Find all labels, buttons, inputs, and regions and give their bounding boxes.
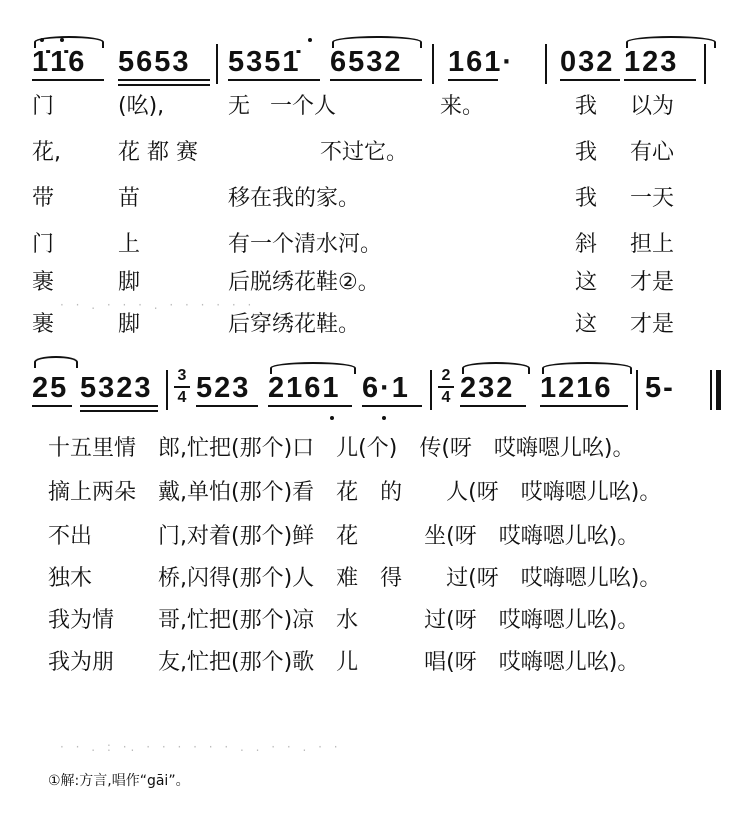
beam-underline (228, 79, 320, 81)
slur-mark (34, 36, 104, 48)
lyric-verse-6-line-2: 我为朋 友,忙把(那个)歌 儿 唱(呀 哎嗨嗯儿吆)。 (48, 650, 640, 675)
lyric-verse-4-line-2: 独木 桥,闪得(那个)人 难 得 过(呀 哎嗨嗯儿吆)。 (48, 566, 662, 591)
beam-underline (362, 405, 422, 407)
note-group: 523 (196, 372, 251, 404)
slur-mark (542, 362, 632, 374)
octave-dot (308, 38, 312, 42)
note-group: 1216 (540, 372, 613, 404)
note-group: 232 (460, 372, 515, 404)
barline (430, 370, 432, 410)
beam-underline (624, 79, 696, 81)
note-group: 5351̇ (228, 46, 301, 78)
barline (545, 44, 547, 84)
beam-underline (448, 79, 498, 81)
low-octave-dot (330, 416, 334, 420)
slur-mark (270, 362, 356, 374)
note-group: 123 (624, 46, 679, 78)
note-group: 1̇1̇6 (32, 46, 87, 78)
scan-noise: · · . · · · . · · · · · · (60, 298, 256, 312)
time-signature-2-4: 2 4 (436, 366, 456, 408)
final-barline-thick (716, 370, 721, 410)
final-barline (710, 370, 712, 410)
barline (636, 370, 638, 410)
note-group: 032 (560, 46, 615, 78)
beam-underline (460, 405, 526, 407)
note-group: 5323 (80, 372, 153, 404)
barline (216, 44, 218, 84)
slur-mark (34, 356, 78, 368)
beam-underline (118, 79, 210, 81)
beam-underline (80, 405, 158, 407)
beam-underline (330, 79, 422, 81)
note-group: 25 (32, 372, 69, 404)
beam-underline (196, 405, 258, 407)
note-group: 5653 (118, 46, 191, 78)
lyric-verse-1-line-2: 十五里情 郎,忙把(那个)口 儿(个) 传(呀 哎嗨嗯儿吆)。 (48, 436, 635, 461)
slur-mark (462, 362, 530, 374)
slur-mark (332, 36, 422, 48)
footnote: ①解:方言,唱作“gāi”。 (48, 773, 190, 789)
beam-underline (32, 79, 104, 81)
notation-line-1 (0, 42, 750, 82)
barline (704, 44, 706, 84)
lyric-verse-2-line-2: 摘上两朵 戴,单怕(那个)看 花 的 人(呀 哎嗨嗯儿吆)。 (48, 480, 662, 505)
beam-underline (268, 405, 352, 407)
note-group: 5- (645, 372, 675, 404)
barline (166, 370, 168, 410)
octave-dot (60, 38, 64, 42)
note-group: 6·1 (362, 372, 410, 404)
slur-mark (626, 36, 716, 48)
beam-underline (540, 405, 628, 407)
lyric-verse-5-line-2: 我为情 哥,忙把(那个)凉 水 过(呀 哎嗨嗯儿吆)。 (48, 608, 640, 633)
note-group: 2161 (268, 372, 341, 404)
beam-underline (80, 410, 158, 412)
lyric-verse-3-line-2: 不出 门,对着(那个)鲜 花 坐(呀 哎嗨嗯儿吆)。 (48, 524, 640, 549)
scan-noise: · · . : ·. · · · · · · . . · · . · · (60, 740, 342, 754)
low-octave-dot (382, 416, 386, 420)
beam-underline (32, 405, 72, 407)
time-signature-3-4: 3 4 (172, 366, 192, 408)
note-group: 161· (448, 46, 515, 78)
barline (432, 44, 434, 84)
beam-underline (118, 84, 210, 86)
note-group: 6532 (330, 46, 403, 78)
beam-underline (560, 79, 620, 81)
octave-dot (40, 38, 44, 42)
